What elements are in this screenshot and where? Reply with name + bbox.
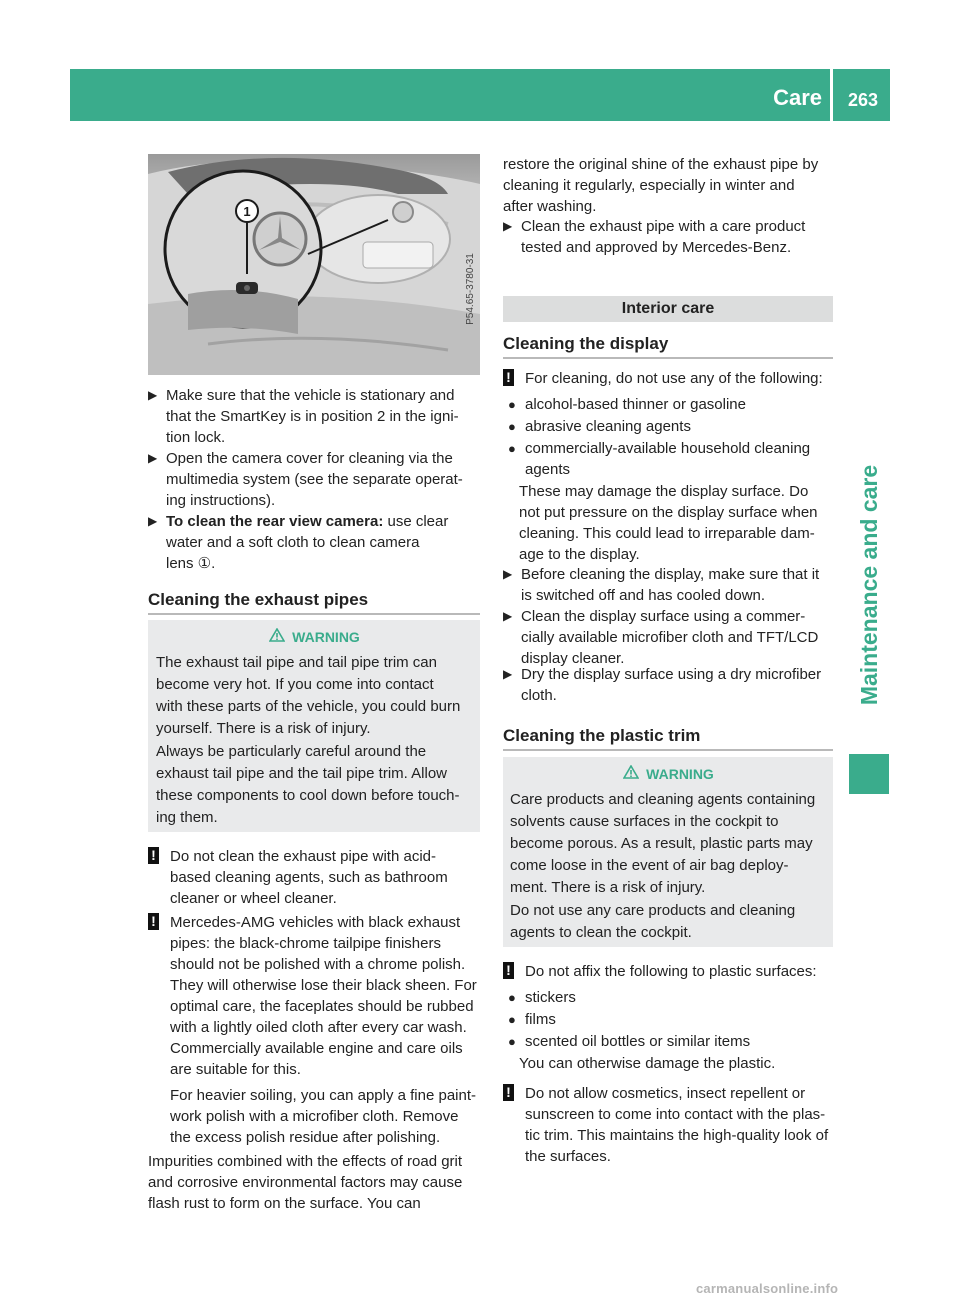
note-line: Mercedes-AMG vehicles with black exhaust: [170, 914, 461, 931]
bullet-line: stickers: [525, 989, 576, 1006]
note-line: optimal care, the faceplates should be rubbed: [170, 998, 474, 1015]
heading-cleaning-display: Cleaning the display: [503, 334, 669, 353]
paragraph-line: not put pressure on the display surface when: [519, 504, 818, 521]
caution-note: [148, 912, 480, 1080]
warning-line: Do not use any care products and cleaning: [510, 902, 796, 919]
warning-line: become porous. As a result, plastic parts may: [510, 835, 813, 852]
step-text: water and a soft cloth to clean camera: [166, 534, 420, 551]
step-line: [166, 532, 480, 553]
bullet-icon: ●: [508, 1034, 516, 1049]
bullet-icon: ●: [508, 1012, 516, 1027]
step-line: [166, 553, 480, 574]
step-text: Make sure that the vehicle is stationary and: [166, 387, 455, 404]
bullet-line: scented oil bottles or similar items: [525, 1033, 751, 1050]
warning-line: come loose in the event of air bag deploy-: [510, 857, 789, 874]
instruction-step: [148, 448, 480, 511]
warning-line: ment. There is a risk of injury.: [510, 879, 706, 896]
warning-line: Always be particularly careful around the: [156, 743, 427, 760]
page-number: 263: [847, 90, 879, 110]
heading-rule: [503, 357, 833, 359]
note-line: based cleaning agents, such as bathroom: [170, 869, 448, 886]
step-arrow-icon: ▶: [148, 514, 158, 528]
warning-box-exhaust: [148, 620, 480, 832]
paragraph-line: cleaning it regularly, especially in winter and: [503, 177, 795, 194]
step-text: use clear: [383, 513, 449, 530]
bullet-line: abrasive cleaning agents: [525, 418, 691, 435]
rear-camera-photo: [148, 154, 480, 375]
step-text: cloth.: [521, 687, 557, 704]
bullet-line: commercially-available household cleaning: [525, 440, 811, 457]
note-line: with a lightly oiled cloth after every car wash.: [170, 1019, 467, 1036]
caution-note: [503, 368, 833, 389]
paragraph-line: cleaning. This could lead to irreparable dam-: [519, 525, 815, 542]
note-line: the excess polish residue after polishing.: [170, 1129, 441, 1146]
step-line: [521, 585, 833, 606]
step-line: [166, 511, 480, 532]
paragraph-line: age to the display.: [519, 546, 640, 563]
step-line: [166, 490, 480, 511]
note-line: the surfaces.: [525, 1148, 611, 1165]
car-rear-illustration: [148, 154, 480, 375]
warning-line: Care products and cleaning agents containing: [510, 791, 816, 808]
warning-line: become very hot. If you come into contact: [156, 676, 434, 693]
step-line: [521, 627, 833, 648]
note-line: For cleaning, do not use any of the following:: [525, 370, 823, 387]
instruction-step: [148, 511, 480, 574]
photo-code: P54.65-3780-31: [465, 253, 476, 325]
warning-line: solvents cause surfaces in the cockpit to: [510, 813, 779, 830]
bullet-item: [508, 438, 833, 480]
caution-icon: !: [148, 913, 159, 930]
step-text: is switched off and has cooled down.: [521, 587, 766, 604]
footer-watermark: carmanualsonline.info: [696, 1281, 839, 1296]
warning-line: agents to clean the cockpit.: [510, 924, 692, 941]
chapter-marker: [849, 754, 889, 794]
step-line: [166, 448, 480, 469]
step-arrow-icon: ▶: [148, 451, 158, 465]
note-line: sunscreen to come into contact with the plas-: [525, 1106, 826, 1123]
step-arrow-icon: ▶: [503, 219, 513, 233]
step-text: display cleaner.: [521, 650, 625, 667]
step-lead: To clean the rear view camera:: [166, 513, 384, 530]
paragraph-line: after washing.: [503, 198, 597, 215]
caution-note: [503, 961, 833, 982]
bullet-item: [508, 394, 833, 415]
bullet-line: films: [525, 1011, 556, 1028]
step-text: lens ①.: [166, 555, 216, 572]
step-line: [166, 385, 480, 406]
caution-note: [503, 1083, 833, 1167]
step-text: that the SmartKey is in position 2 in the igni-: [166, 408, 459, 425]
note-line: tic trim. This maintains the high-quality look of: [525, 1127, 829, 1144]
note-line: cleaner or wheel cleaner.: [170, 890, 337, 907]
warning-title: WARNING: [503, 764, 833, 784]
warning-line: these components to cool down before touch-: [156, 787, 460, 804]
step-arrow-icon: ▶: [148, 388, 158, 402]
warning-line: with these parts of the vehicle, you could burn: [156, 698, 461, 715]
bullet-icon: ●: [508, 990, 516, 1005]
paragraph-line: You can otherwise damage the plastic.: [519, 1055, 776, 1072]
instruction-step: [503, 606, 833, 669]
heading-exhaust-pipes: Cleaning the exhaust pipes: [148, 590, 369, 609]
bullet-icon: ●: [508, 441, 516, 456]
warning-title: WARNING: [148, 627, 480, 647]
warning-triangle-icon: [622, 764, 640, 784]
bullet-icon: ●: [508, 419, 516, 434]
step-text: tion lock.: [166, 429, 226, 446]
step-arrow-icon: ▶: [503, 667, 513, 681]
heading-rule: [148, 613, 480, 615]
instruction-step: [503, 564, 833, 606]
step-text: Clean the display surface using a commer-: [521, 608, 806, 625]
callout-number: 1: [243, 204, 251, 219]
warning-line: yourself. There is a risk of injury.: [156, 720, 371, 737]
note-line: Commercially available engine and care oils: [170, 1040, 463, 1057]
step-text: cially available microfiber cloth and TFT/LCD: [521, 629, 819, 646]
step-text: tested and approved by Mercedes-Benz.: [521, 239, 792, 256]
note-line: pipes: the black-chrome tailpipe finishers: [170, 935, 441, 952]
note-line: They will otherwise lose their black sheen. For: [170, 977, 477, 994]
step-line: [166, 427, 480, 448]
caution-icon: !: [503, 962, 514, 979]
bullet-icon: ●: [508, 397, 516, 412]
step-text: Dry the display surface using a dry microfiber: [521, 666, 822, 683]
heading-plastic-trim: Cleaning the plastic trim: [503, 726, 701, 745]
instruction-step: [503, 216, 833, 258]
caution-icon: !: [503, 369, 514, 386]
step-text: Before cleaning the display, make sure that it: [521, 566, 820, 583]
bullet-item: [508, 987, 833, 1008]
step-line: [166, 406, 480, 427]
step-line: [521, 564, 833, 585]
paragraph-line: restore the original shine of the exhaust pipe by: [503, 156, 819, 173]
warning-line: ing them.: [156, 809, 218, 826]
caution-note: [148, 846, 480, 909]
step-text: ing instructions).: [166, 492, 276, 509]
bullet-item: [508, 1031, 833, 1052]
step-text: multimedia system (see the separate operat-: [166, 471, 463, 488]
note-line: should not be polished with a chrome polish.: [170, 956, 466, 973]
note-line: work polish with a microfiber cloth. Remove: [170, 1108, 459, 1125]
step-line: [166, 469, 480, 490]
step-line: [521, 237, 833, 258]
warning-triangle-icon: [268, 627, 286, 647]
chapter-tab: [849, 450, 889, 720]
step-text: Open the camera cover for cleaning via the: [166, 450, 453, 467]
heading-rule: [503, 749, 833, 751]
page-section-title: Care: [773, 85, 822, 110]
step-line: [521, 685, 833, 706]
paragraph-line: Impurities combined with the effects of road grit: [148, 1153, 463, 1170]
step-line: [521, 606, 833, 627]
paragraph-line: and corrosive environmental factors may cause: [148, 1174, 463, 1191]
step-arrow-icon: ▶: [503, 567, 513, 581]
step-line: [521, 664, 833, 685]
caution-icon: !: [503, 1084, 514, 1101]
section-interior-care: Interior care: [503, 296, 833, 322]
instruction-step: [503, 664, 833, 706]
note-line: Do not clean the exhaust pipe with acid-: [170, 848, 436, 865]
warning-line: exhaust tail pipe and the tail pipe trim. Allow: [156, 765, 447, 782]
warning-line: The exhaust tail pipe and tail pipe trim can: [156, 654, 437, 671]
step-arrow-icon: ▶: [503, 609, 513, 623]
bullet-line: agents: [525, 461, 571, 478]
instruction-step: [148, 385, 480, 448]
bullet-line: alcohol-based thinner or gasoline: [525, 396, 746, 413]
header-separator: [830, 69, 833, 121]
paragraph-line: These may damage the display surface. Do: [519, 483, 809, 500]
caution-icon: !: [148, 847, 159, 864]
note-line: Do not affix the following to plastic surfaces:: [525, 963, 817, 980]
warning-box-plastic: [503, 757, 833, 947]
note-line: For heavier soiling, you can apply a fine paint-: [170, 1087, 477, 1104]
note-line: are suitable for this.: [170, 1061, 301, 1078]
step-line: [521, 216, 833, 237]
paragraph-line: flash rust to form on the surface. You can: [148, 1195, 421, 1212]
step-text: Clean the exhaust pipe with a care product: [521, 218, 806, 235]
chapter-tab-label: Maintenance and care: [856, 464, 882, 706]
note-line: Do not allow cosmetics, insect repellent or: [525, 1085, 806, 1102]
bullet-item: [508, 1009, 833, 1030]
bullet-item: [508, 416, 833, 437]
